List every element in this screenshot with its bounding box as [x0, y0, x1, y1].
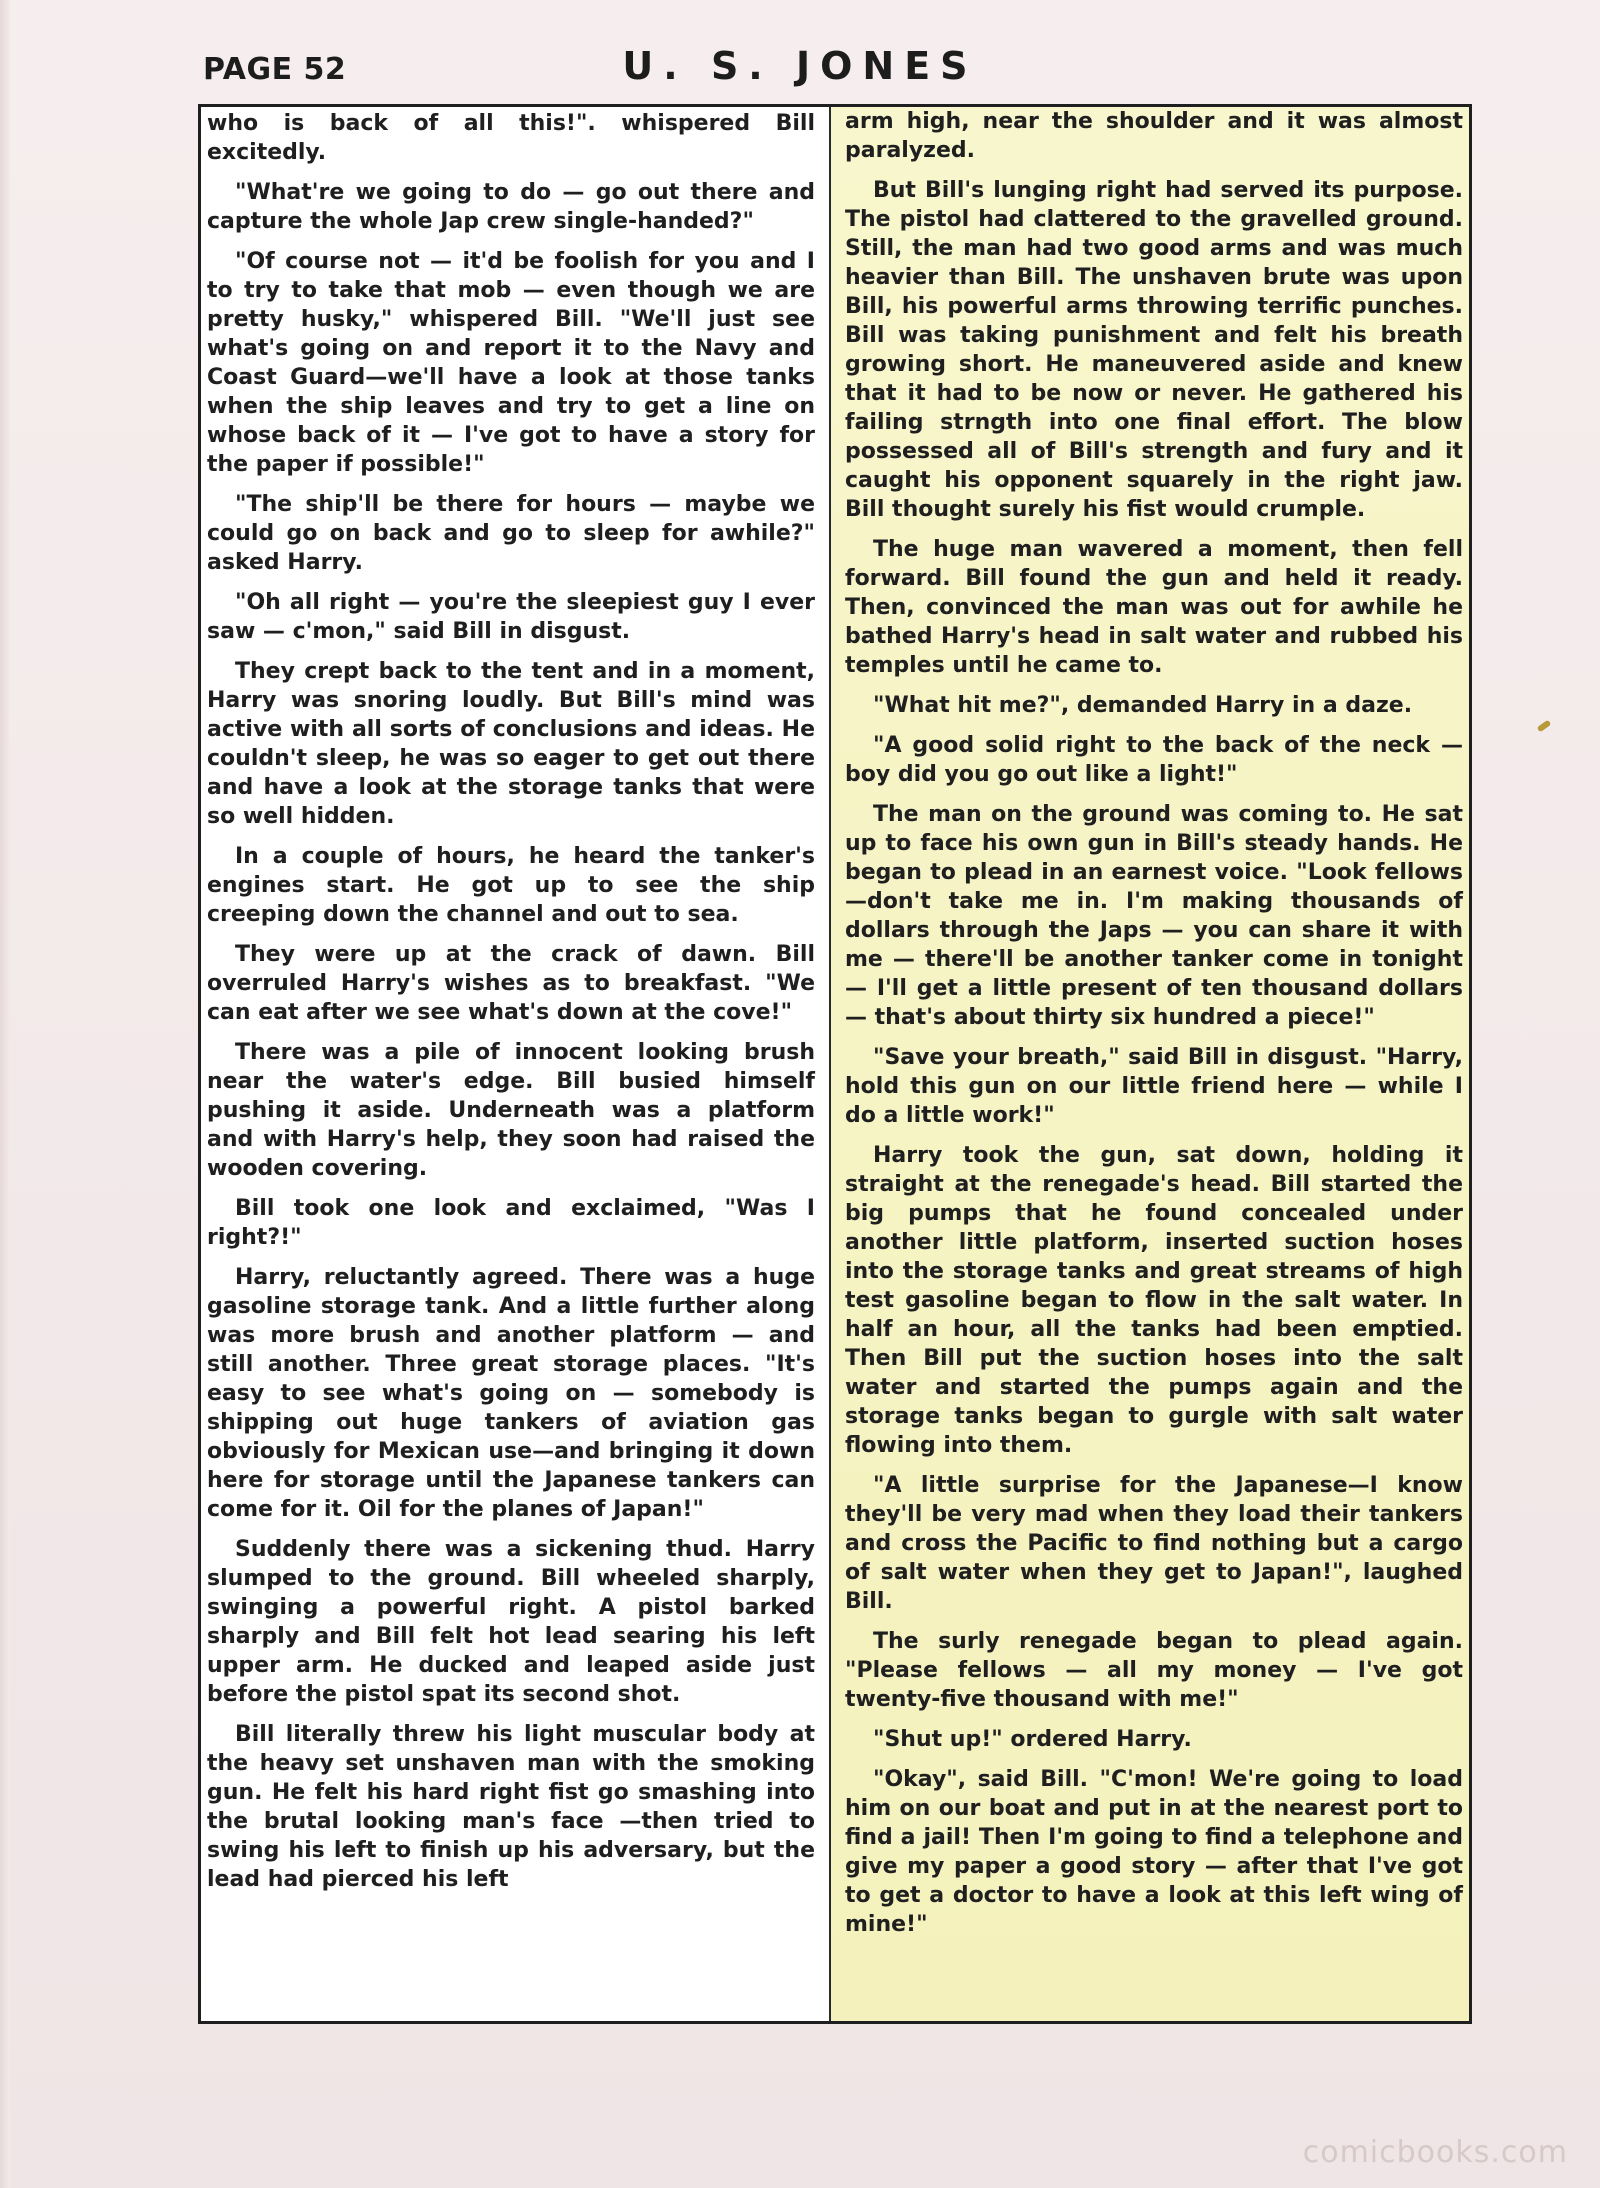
watermark: comicbooks.com	[1302, 2135, 1568, 2170]
paragraph: Harry took the gun, sat down, holding it straight at the renegade's head. Bill started the big pumps that he found concealed under another little platform, inserted suction hoses into the storage tanks and great streams of high test gasoline began to flow in the salt water. In half an hour, all the tanks had been emptied. Then Bill put the suction hoses into the salt water and started the pumps again and the storage tanks began to gurgle with salt water flowing into them.	[845, 1143, 1463, 1458]
paragraph: "The ship'll be there for hours — maybe we could go on back and go to sleep for awhile?" asked Harry.	[207, 492, 815, 575]
paragraph: "A good solid right to the back of the neck — boy did you go out like a light!"	[845, 733, 1463, 787]
page-title: U. S. JONES	[622, 44, 978, 88]
paragraph: But Bill's lunging right had served its purpose. The pistol had clattered to the gravelled ground. Still, the man had two good arms and was much heavier than Bill. The unshaven brute was upon Bill, his powerful arms throwing terrific punches. Bill was taking punishment and felt his breath growing short. He maneuvered aside and knew that it had to be now or never. He gathered his failing strngth into one final effort. The blow possessed all of Bill's strength and fury and it caught his opponent squarely in the right jaw. Bill thought surely his fist would crumple.	[845, 178, 1463, 522]
page-number: PAGE 52	[203, 52, 347, 87]
paragraph: arm high, near the shoulder and it was almost paralyzed.	[845, 109, 1463, 163]
paragraph: "Save your breath," said Bill in disgust. "Harry, hold this gun on our little friend here — while I do a little work!"	[845, 1045, 1463, 1128]
paragraph: Harry, reluctantly agreed. There was a huge gasoline storage tank. And a little further along was more brush and another platform — and still another. Three great storage places. "It's easy to see what's going on — somebody is shipping out huge tankers of aviation gas obviously for Mexican use—and bringing it down here for storage until the Japanese tankers can come for it. Oil for the planes of Japan!"	[207, 1265, 815, 1522]
page-edge	[0, 0, 10, 2188]
paragraph: The surly renegade began to plead again. "Please fellows — all my money — I've got twenty-five thousand with me!"	[845, 1629, 1463, 1712]
paragraph: They were up at the crack of dawn. Bill overruled Harry's wishes as to breakfast. "We can eat after we see what's down at the cove!"	[207, 942, 815, 1025]
paragraph: "A little surprise for the Japanese—I know they'll be very mad when they load their tankers and cross the Pacific to find nothing but a cargo of salt water when they get to Japan!", laughed Bill.	[845, 1473, 1463, 1614]
paragraph: "Okay", said Bill. "C'mon! We're going to load him on our boat and put in at the nearest port to find a jail! Then I'm going to find a telephone and give my paper a good story — after that I've got to get a doctor to have a look at this left wing of mine!"	[845, 1767, 1463, 1937]
left-text-column	[201, 107, 829, 2021]
paragraph: Bill took one look and exclaimed, "Was I right?!"	[207, 1196, 815, 1250]
paragraph: "Oh all right — you're the sleepiest guy I ever saw — c'mon," said Bill in disgust.	[207, 590, 815, 644]
paragraph: "What hit me?", demanded Harry in a daze.	[873, 693, 1413, 718]
paragraph: In a couple of hours, he heard the tanker's engines start. He got up to see the ship creeping down the channel and out to sea.	[207, 844, 815, 927]
right-text-column	[831, 107, 1469, 2021]
paragraph: "Shut up!" ordered Harry.	[873, 1727, 1192, 1752]
paragraph: There was a pile of innocent looking brush near the water's edge. Bill busied himself pushing it aside. Underneath was a platform and with Harry's help, they soon had raised the wooden covering.	[207, 1040, 815, 1181]
paragraph: The huge man wavered a moment, then fell forward. Bill found the gun and held it ready. Then, convinced the man was out for awhile he bathed Harry's head in salt water and rubbed his temples until he came to.	[845, 537, 1463, 678]
ink-speck	[1537, 720, 1552, 733]
paragraph: Suddenly there was a sickening thud. Harry slumped to the ground. Bill wheeled sharply, swinging a powerful right. A pistol barked sharply and Bill felt hot lead searing his left upper arm. He ducked and leaped aside just before the pistol spat its second shot.	[207, 1537, 815, 1707]
paragraph: They crept back to the tent and in a moment, Harry was snoring loudly. But Bill's mind was active with all sorts of conclusions and ideas. He couldn't sleep, he was so eager to get out there and have a look at the storage tanks that were so well hidden.	[207, 659, 815, 829]
paragraph: who is back of all this!". whispered Bill excitedly.	[207, 111, 815, 165]
paragraph: Bill literally threw his light muscular body at the heavy set unshaven man with the smoking gun. He felt his hard right fist go smashing into the brutal looking man's face —then tried to swing his left to finish up his adversary, but the lead had pierced his left	[207, 1722, 815, 1892]
paragraph: "Of course not — it'd be foolish for you and I to try to take that mob — even though we are pretty husky," whispered Bill. "We'll just see what's going on and report it to the Navy and Coast Guard—we'll have a look at those tanks when the ship leaves and try to get a line on whose back of it — I've got to have a story for the paper if possible!"	[207, 249, 815, 477]
paragraph: The man on the ground was coming to. He sat up to face his own gun in Bill's steady hands. He began to plead in an earnest voice. "Look fellows—don't take me in. I'm making thousands of dollars through the Japs — you can share it with me — there'll be another tanker come in tonight — I'll get a little present of ten thousand dollars — that's about thirty six hundred a piece!"	[845, 802, 1463, 1030]
paragraph: "What're we going to do — go out there and capture the whole Jap crew single-handed?"	[207, 180, 815, 234]
